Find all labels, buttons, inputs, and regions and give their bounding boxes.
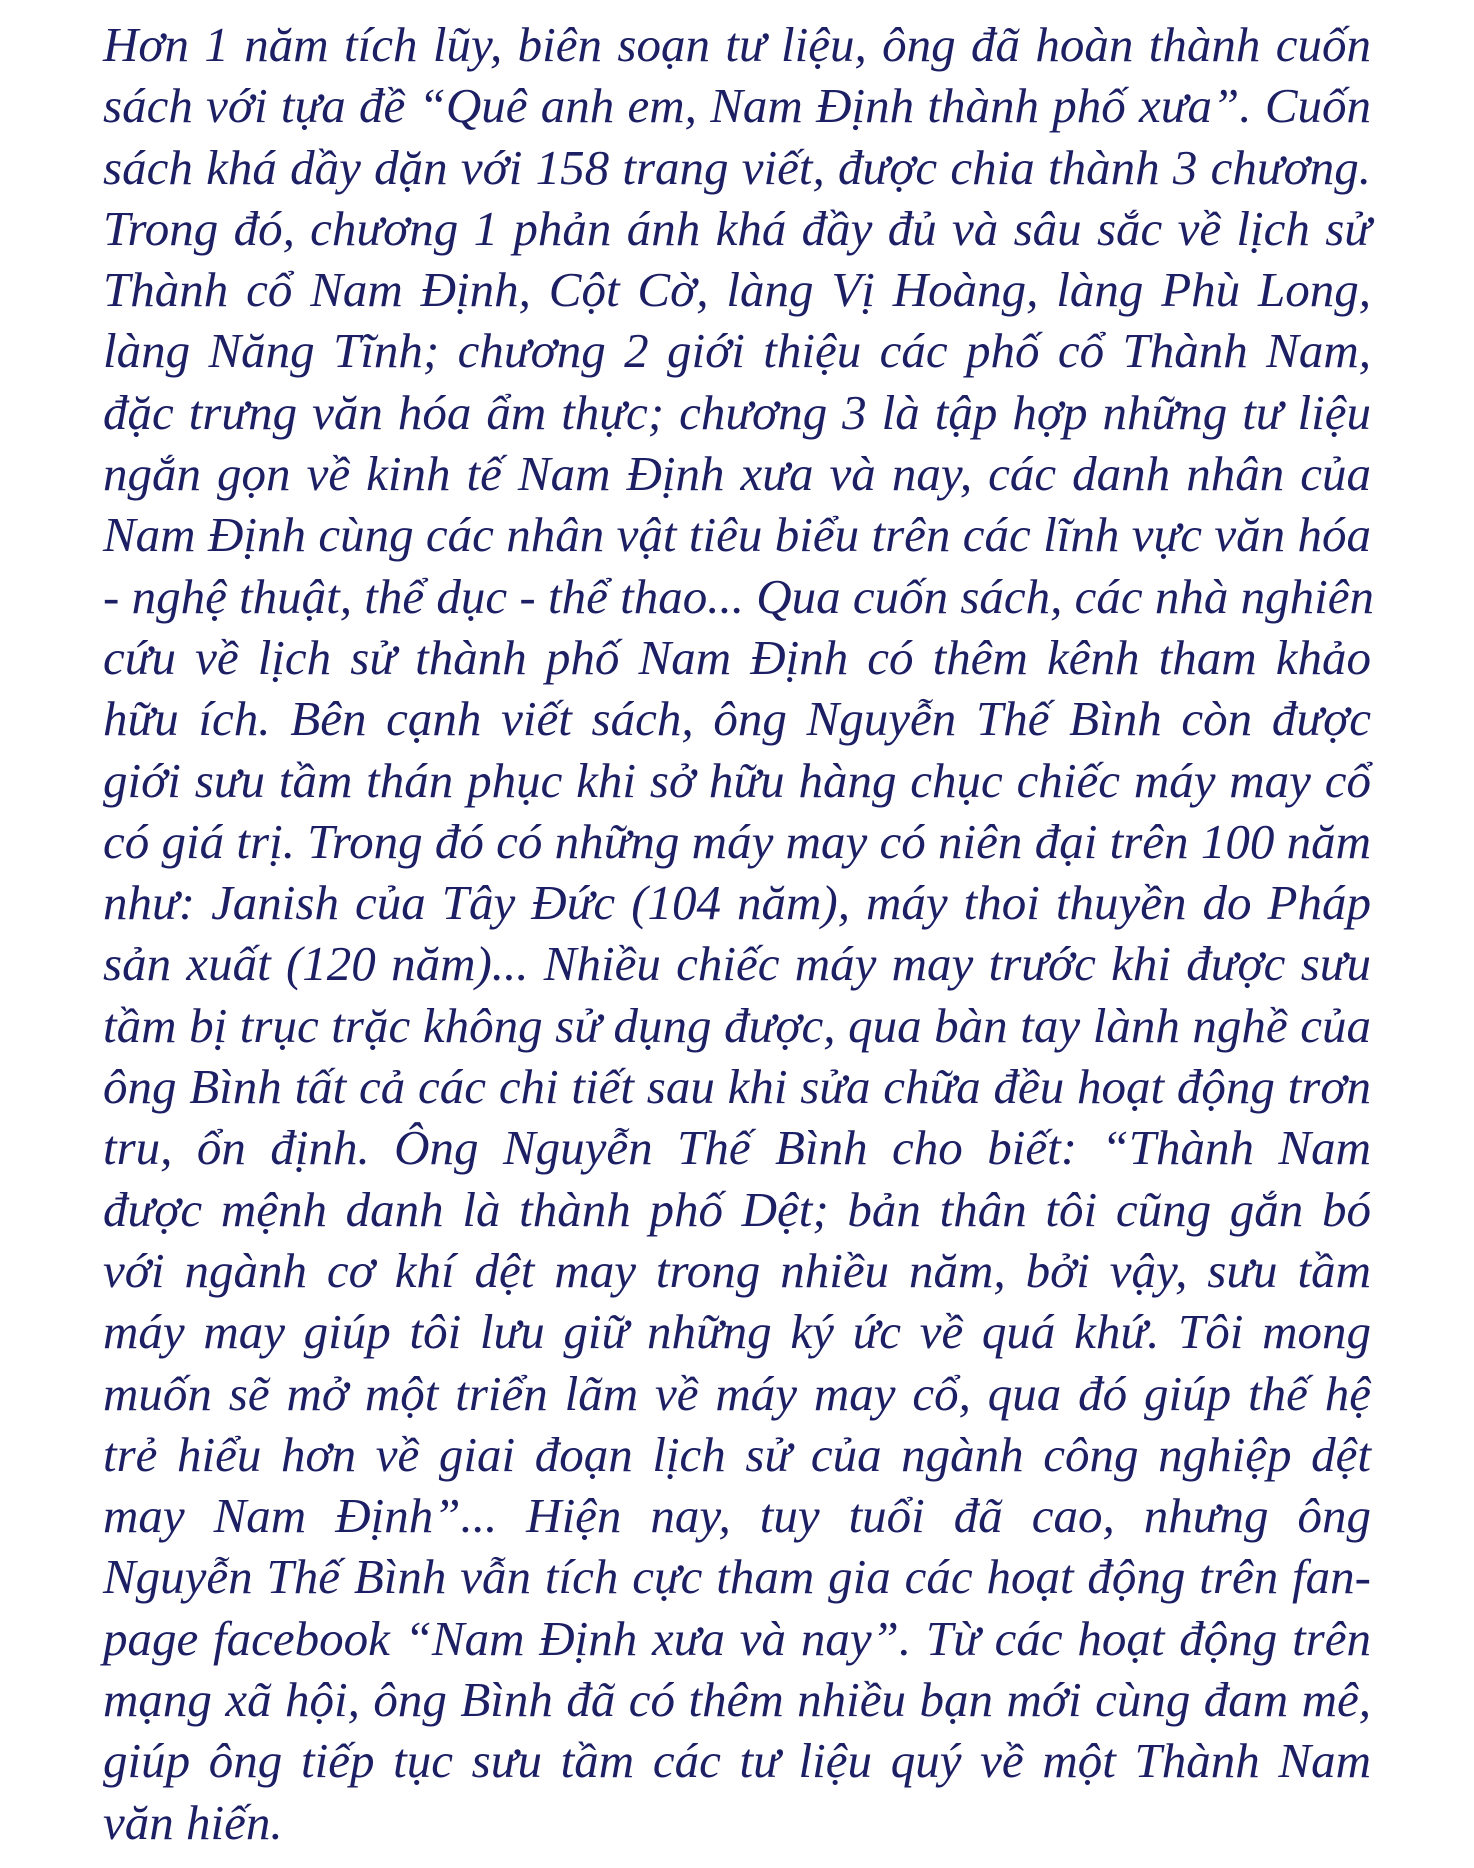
text-line-27: page facebook “Nam Định xưa và nay”. Từ các hoạt động trên	[103, 1610, 1371, 1666]
text-line-26: Nguyễn Thế Bình vẫn tích cực tham gia các hoạt động trên fan-	[103, 1549, 1371, 1605]
text-line-17: tầm bị trục trặc không sử dụng được, qua bàn tay lành nghề của	[103, 997, 1371, 1053]
text-line-19: tru, ổn định. Ông Nguyễn Thế Bình cho biết: “Thành Nam	[103, 1120, 1371, 1176]
text-line-22: máy may giúp tôi lưu giữ những ký ức về quá khứ. Tôi mong	[103, 1304, 1371, 1360]
text-line-7: đặc trưng văn hóa ẩm thực; chương 3 là tập hợp những tư liệu	[103, 384, 1371, 440]
text-line-4: Trong đó, chương 1 phản ánh khá đầy đủ và sâu sắc về lịch sử	[103, 200, 1371, 256]
text-line-2: sách với tựa đề “Quê anh em, Nam Định thành phố xưa”. Cuốn	[103, 78, 1371, 134]
text-line-25: may Nam Định”... Hiện nay, tuy tuổi đã cao, nhưng ông	[103, 1488, 1371, 1544]
text-line-28: mạng xã hội, ông Bình đã có thêm nhiều bạn mới cùng đam mê,	[103, 1672, 1371, 1728]
text-line-29: giúp ông tiếp tục sưu tầm các tư liệu quý về một Thành Nam	[103, 1733, 1371, 1789]
text-line-8: ngắn gọn về kinh tế Nam Định xưa và nay, các danh nhân của	[103, 446, 1371, 502]
text-line-15: như: Janish của Tây Đức (104 năm), máy thoi thuyền do Pháp	[103, 875, 1371, 931]
text-line-9: Nam Định cùng các nhân vật tiêu biểu trên các lĩnh vực văn hóa	[103, 507, 1371, 563]
text-line-10: - nghệ thuật, thể dục - thể thao... Qua cuốn sách, các nhà nghiên	[103, 568, 1375, 624]
text-line-13: giới sưu tầm thán phục khi sở hữu hàng chục chiếc máy may cổ	[103, 752, 1371, 808]
text-line-3: sách khá dầy dặn với 158 trang viết, được chia thành 3 chương.	[103, 139, 1371, 195]
text-line-14: có giá trị. Trong đó có những máy may có niên đại trên 100 năm	[103, 813, 1371, 869]
text-line-18: ông Bình tất cả các chi tiết sau khi sửa chữa đều hoạt động trơn	[103, 1059, 1371, 1115]
text-line-12: hữu ích. Bên cạnh viết sách, ông Nguyễn Thế Bình còn được	[103, 691, 1371, 747]
article-body	[103, 14, 1375, 1853]
text-line-11: cứu về lịch sử thành phố Nam Định có thêm kênh tham khảo	[103, 629, 1371, 685]
text-line-21: với ngành cơ khí dệt may trong nhiều năm, bởi vậy, sưu tầm	[103, 1242, 1371, 1298]
text-line-5: Thành cổ Nam Định, Cột Cờ, làng Vị Hoàng, làng Phù Long,	[103, 262, 1371, 318]
text-line-6: làng Năng Tĩnh; chương 2 giới thiệu các phố cổ Thành Nam,	[103, 323, 1371, 379]
text-line-16: sản xuất (120 năm)... Nhiều chiếc máy may trước khi được sưu	[103, 936, 1371, 992]
text-line-1: Hơn 1 năm tích lũy, biên soạn tư liệu, ông đã hoàn thành cuốn	[103, 17, 1371, 72]
text-line-24: trẻ hiểu hơn về giai đoạn lịch sử của ngành công nghiệp dệt	[103, 1426, 1371, 1482]
text-line-23: muốn sẽ mở một triển lãm về máy may cổ, qua đó giúp thế hệ	[103, 1365, 1371, 1421]
text-line-30: văn hiến.	[103, 1794, 283, 1850]
text-line-20: được mệnh danh là thành phố Dệt; bản thân tôi cũng gắn bó	[103, 1181, 1371, 1237]
